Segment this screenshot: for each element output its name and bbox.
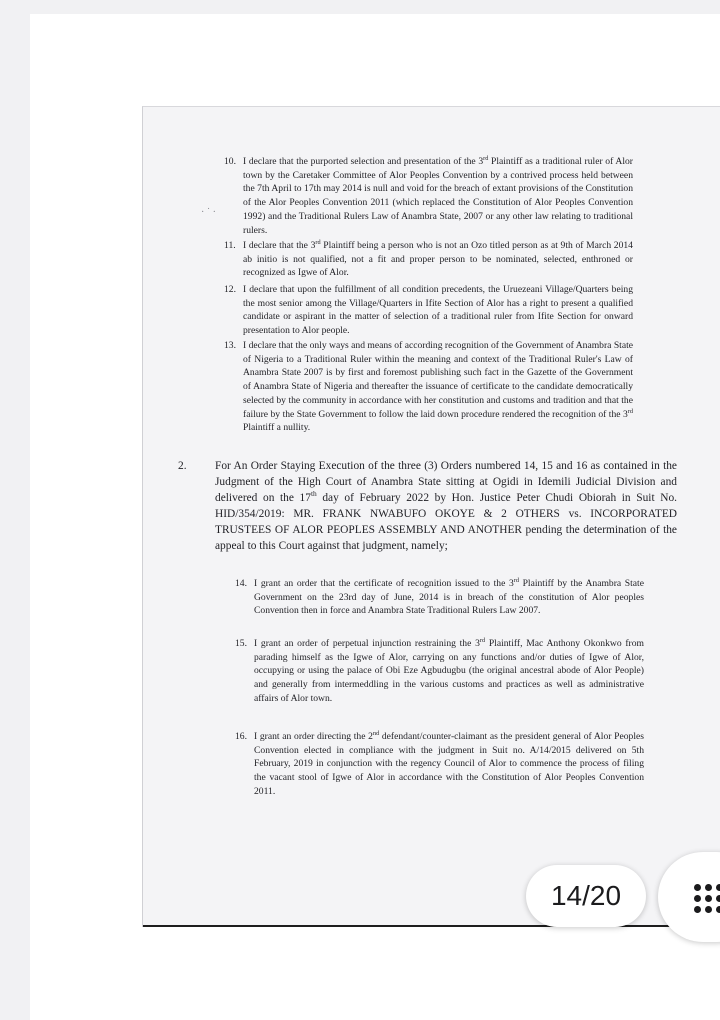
page-indicator[interactable]: 14/20 [526,865,646,927]
item-number: 13. [224,340,236,351]
order-paragraph: For An Order Staying Execution of the three (3) Orders numbered 14, 15 and 16 as contained in the Judgment of the High Court of Anambra State sitting at Ogidi in Idemili Judicial Division and delivered on the 17th day of February 2022 by Hon. Justice Peter Chudi Obiorah in Suit No. HID/354/2019: MR. FRANK NWABUFO OKOYE & 2 OTHERS vs. INCORPORATED TRUSTEES OF ALOR PEOPLES ASSEMBLY AND ANOTHER pending the determination of the appeal to this Court against that judgment, namely; [215,460,677,552]
order-item: 16. I grant an order directing the 2nd defendant/counter-claimant as the president general of Alor Peoples Convention elected in compliance with the judgment in Suit no. A/14/2015 delivered on 5th February, 2019 in conjunction with the regency Council of Alor to commence the process of filing the vacant stool of Igwe of Alor in accordance with the Constitution of Alor Peoples Convention 2011. [235,729,644,797]
order-number: 2. [178,460,187,472]
item-number: 10. [224,156,236,167]
declaration-item: 11. I declare that the 3rd Plaintiff being a person who is not an Ozo titled person as at 9th of March 2014 ab initio is not qualified, not a fit and proper person to be nominated, selected, enthroned or recognized as Igwe of Alor. [224,238,633,279]
order-item: 14. I grant an order that the certificate of recognition issued to the 3rd Plaintiff by the Anambra State Government on the 23rd day of June, 2014 is in breach of the constitution of Alor peoples Convention then in force and Anambra State Traditional Rulers Law 2007. [235,576,644,617]
scan-speck: · ˙ · [201,207,216,218]
declaration-item: 12. I declare that upon the fulfillment of all condition precedents, the Uruezeani Village/Quarters being the most senior among the Village/Quarters in Ifite Section of Alor has a right to present a qualified candidate or aspirant in the matter of selection of a traditional ruler from Ifite Section for onward presentation to Alor people. [224,284,633,337]
grid-dots-icon [694,884,720,912]
declaration-item: 13. I declare that the only ways and means of according recognition of the Government of Anambra State of Nigeria to a Traditional Ruler within the meaning and context of the Traditional Ruler's Law of Anambra State 2007 is by first and foremost publishing such fact in the Gazette of the Government of Anambra State of Nigeria and thereafter the issuance of certificate to the candidate democratically selected by the community in accordance with her constitution and customs and tradition and that the failure by the State Government to follow the laid down procedure rendered the recognition of the 3rd Plaintiff a nullity. [224,340,634,434]
declaration-item: 10. I declare that the purported selection and presentation of the 3rd Plaintiff as a traditional ruler of Alor town by the Caretaker Committee of Alor Peoples Convention by a contrived process held between the 7th April to 17th may 2014 is null and void for the breach of extant provisions of the Constitution of the Alor Peoples Convention 2011 (which replaced the Constitution of Alor Peoples Convention 1992) and the Traditional Rulers Law of Anambra State, 2007 or any other law relating to traditional rulers. [224,154,633,236]
item-number: 14. [235,578,247,589]
item-number: 12. [224,284,236,295]
item-number: 15. [235,638,247,649]
document-text [143,107,720,927]
scanned-document-page[interactable] [142,106,720,927]
item-number: 16. [235,731,247,742]
order-item: 15. I grant an order of perpetual injunction restraining the 3rd Plaintiff, Mac Anthony Okonkwo from parading himself as the Igwe of Alor, carrying on any functions and/or duties of Igwe of Alor, occupying or using the palace of Obi Eze Agbudugbu (the original ancestral abode of Alor People) and generally from intermeddling in the various customs and practices as well as administrative affairs of Alor town. [235,636,645,704]
item-number: 11. [224,240,236,251]
